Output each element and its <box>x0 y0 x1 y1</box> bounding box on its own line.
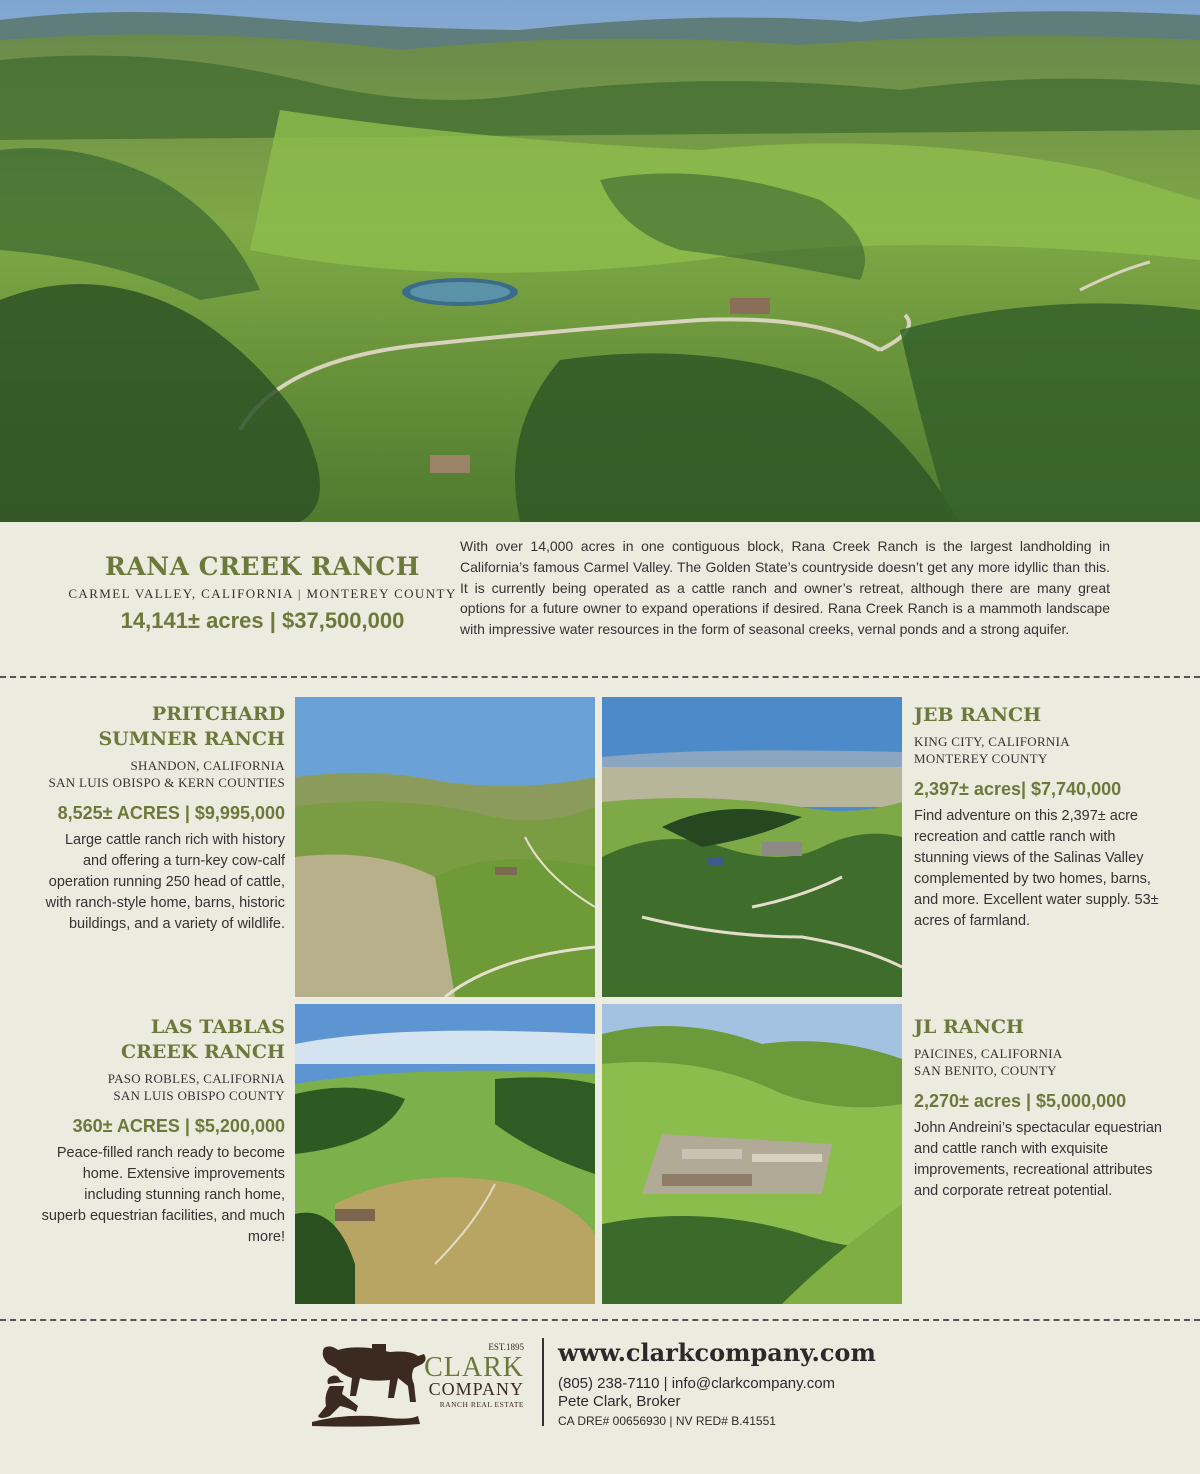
listing-location-line2: SAN BENITO, COUNTY <box>914 1063 1057 1078</box>
photo-jeb-ranch <box>602 697 902 997</box>
logo-word-company: COMPANY <box>428 1379 524 1399</box>
logo-word-clark: CLARK <box>424 1352 524 1383</box>
logo-tagline: RANCH REAL ESTATE <box>439 1400 524 1409</box>
hero-photo-rana-creek <box>0 0 1200 522</box>
listing-name <box>40 702 285 752</box>
photo-pritchard-sumner <box>295 697 595 997</box>
listing-location-line2: SAN LUIS OBISPO & KERN COUNTIES <box>48 775 285 790</box>
listing-location-line1: KING CITY, CALIFORNIA <box>914 734 1070 749</box>
listing-location <box>914 1045 1164 1079</box>
listing-price: 8,525± ACRES | $9,995,000 <box>57 803 285 823</box>
featured-ranch-price: 14,141± acres | $37,500,000 <box>120 608 405 633</box>
phone-email[interactable]: (805) 238-7110 | info@clarkcompany.com <box>558 1375 836 1392</box>
dashed-divider-bottom <box>0 1319 1200 1321</box>
photo-las-tablas-creek <box>295 1004 595 1304</box>
listing-jl-ranch <box>914 1015 1164 1202</box>
listing-name: JL RANCH <box>914 1016 1024 1038</box>
footer-divider <box>542 1338 544 1426</box>
horse-and-cowboy-icon <box>310 1334 535 1434</box>
listing-name <box>40 1015 285 1065</box>
listing-location-line1: SHANDON, CALIFORNIA <box>130 758 285 773</box>
listing-name-line1: PRITCHARD <box>151 703 285 725</box>
listing-jeb-ranch <box>914 703 1164 932</box>
featured-ranch-name: RANA CREEK RANCH <box>105 552 420 581</box>
dashed-divider-top <box>0 676 1200 678</box>
listing-price: 2,270± acres | $5,000,000 <box>914 1091 1127 1111</box>
listing-location-line2: SAN LUIS OBISPO COUNTY <box>113 1088 285 1103</box>
listing-las-tablas-creek <box>40 1015 285 1248</box>
listing-location-line1: PAICINES, CALIFORNIA <box>914 1046 1063 1061</box>
listing-location <box>40 1070 285 1104</box>
listing-description: Find adventure on this 2,397± acre recreation and cattle ranch with stunning views of the Salinas Valley complemented by two homes, barns, and more. Excellent water supply. 53± acres of farmland. <box>914 808 1159 929</box>
photo-jl-ranch <box>602 1004 902 1304</box>
listing-name: JEB RANCH <box>914 704 1042 726</box>
listing-description: Peace-filled ranch ready to become home. Extensive improvements including stunning ranch home, superb equestrian facilities, and much more! <box>41 1145 285 1245</box>
featured-ranch-location: CARMEL VALLEY, CALIFORNIA | MONTEREY COUNTY <box>68 586 457 601</box>
listing-price: 360± ACRES | $5,200,000 <box>72 1116 285 1136</box>
listing-location-line2: MONTEREY COUNTY <box>914 751 1048 766</box>
listing-name-line1: LAS TABLAS <box>150 1016 285 1038</box>
featured-ranch-description: With over 14,000 acres in one contiguous block, Rana Creek Ranch is the largest landholding in California’s famous Carmel Valley. The Golden State’s countryside doesn’t get any more idyllic than this. It is currently being operated as a cattle ranch and owner’s retreat, although there are many great options for a future owner to expand operations if desired. Rana Creek Ranch is a mammoth landscape with impressive water resources in the form of seasonal creeks, vernal ponds and a strong aquifer. <box>460 538 1110 638</box>
listing-location <box>40 757 285 791</box>
contact-info <box>558 1375 835 1411</box>
listing-price: 2,397± acres| $7,740,000 <box>914 779 1122 799</box>
listing-location <box>914 733 1164 767</box>
listing-name-line2: CREEK RANCH <box>121 1041 285 1063</box>
footer <box>0 1324 1200 1474</box>
clark-company-logo <box>310 1334 535 1434</box>
listing-name-line2: SUMNER RANCH <box>98 728 285 750</box>
featured-listing <box>0 522 1200 672</box>
broker-name: Pete Clark, Broker <box>558 1393 681 1410</box>
listing-description: John Andreini’s spectacular equestrian and cattle ranch with exquisite improvements, recreational attributes and corporate retreat potential. <box>914 1120 1163 1199</box>
listing-description: Large cattle ranch rich with history and offering a turn-key cow-calf operation running 250 head of cattle, with ranch-style home, barns, historic buildings, and a variety of wildlife. <box>45 832 285 932</box>
logo-est: EST.1895 <box>488 1342 524 1352</box>
license-numbers: CA DRE# 00656930 | NV RED# B.41551 <box>558 1414 776 1428</box>
listing-pritchard-sumner <box>40 702 285 935</box>
website-link[interactable]: www.clarkcompany.com <box>558 1338 876 1367</box>
listing-location-line1: PASO ROBLES, CALIFORNIA <box>107 1071 285 1086</box>
